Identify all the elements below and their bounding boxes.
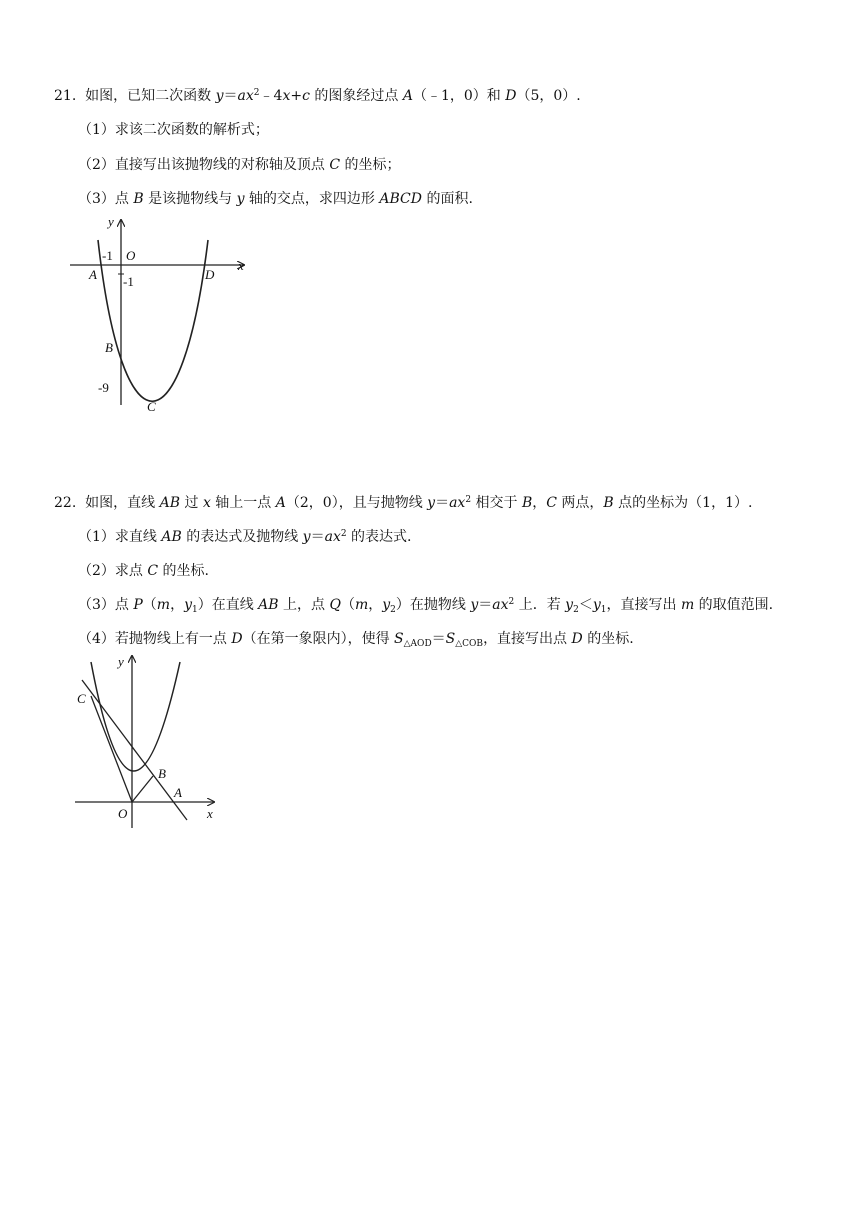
point-A-label: A <box>174 785 182 800</box>
axis-x-label: x <box>238 258 244 273</box>
axis-y-label: y <box>108 214 114 229</box>
q22-stem: 22. 如图，直线 AB 过 x 轴上一点 A（2，0），且与抛物线 $y=ax^2$ 相交于 B，C 两点，B 点的坐标为（1，1）. <box>54 495 753 511</box>
q22-part-1: （1）求直线 AB 的表达式及抛物线 $y=ax^2$ 的表达式. <box>78 529 412 545</box>
q21-part-1: （1）求该二次函数的解析式； <box>78 122 269 138</box>
parabola-curve <box>98 240 208 401</box>
axis-x-label: x <box>207 806 213 821</box>
q21-part-3: （3）点 B 是该抛物线与 y 轴的交点，求四边形 ABCD 的面积. <box>78 191 473 207</box>
q21-part-2: （2）直接写出该抛物线的对称轴及顶点 C 的坐标； <box>78 157 401 173</box>
segment-OC <box>91 696 132 802</box>
point-C-label: C <box>77 691 86 706</box>
tick-neg1-x-label: -1 <box>102 248 113 263</box>
q21-stem: 21. 如图，已知二次函数 $y=ax^2﹣4x+c$ 的图象经过点 A（﹣1，0）和 D（5，0）. <box>54 88 581 104</box>
point-B-label: B <box>105 340 113 355</box>
q22-part-2: （2）求点 C 的坐标. <box>78 563 209 579</box>
tick-neg1-y-label: -1 <box>123 274 134 289</box>
q22-part-4: （4）若抛物线上有一点 D（在第一象限内），使得 $S_{\triangle AOD}=S_{\triangle COB}$，直接写出点 D 的坐标. <box>78 631 634 649</box>
point-A-label: A <box>89 267 97 282</box>
point-C-label: C <box>147 399 156 414</box>
axis-y-label: y <box>118 654 124 669</box>
q21-figure <box>62 210 262 420</box>
parabola-curve <box>91 662 180 771</box>
point-B-label: B <box>158 766 166 781</box>
point-D-label: D <box>205 267 215 282</box>
q22-figure <box>70 650 240 825</box>
tick-neg9-y-label: -9 <box>98 380 109 395</box>
segment-OB <box>132 776 153 802</box>
origin-label: O <box>126 248 136 263</box>
origin-label: O <box>118 806 128 821</box>
q22-part-3: （3）点 P（m，$y_1$）在直线 AB 上，点 Q（m，$y_2$）在抛物线 $y=ax^2$ 上．若 $y_2<y_1$，直接写出 m 的取值范围. <box>78 597 774 615</box>
